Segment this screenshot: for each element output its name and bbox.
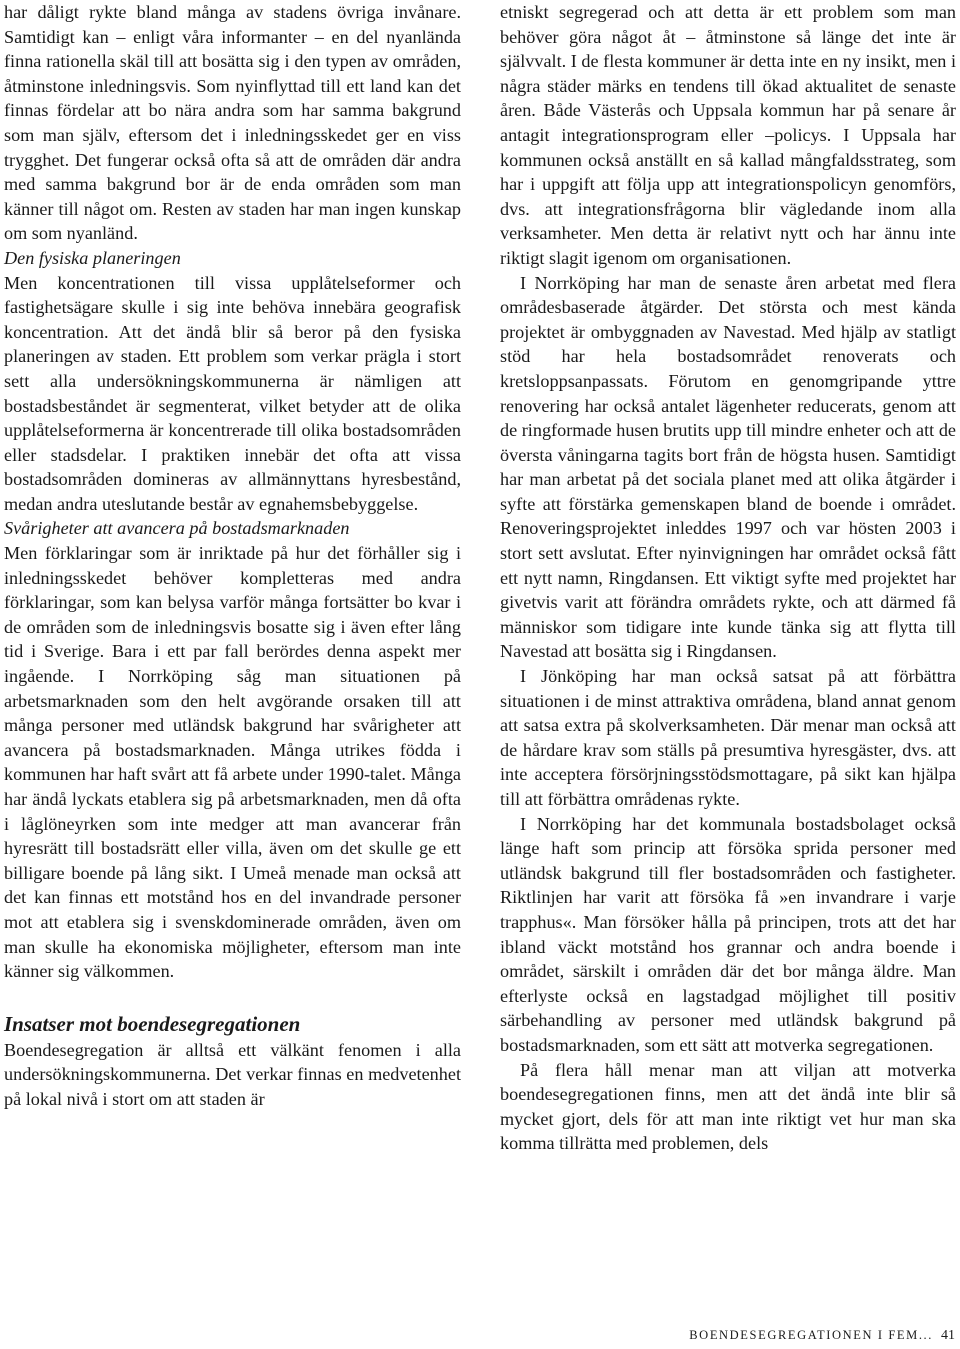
- section-heading: Insatser mot boendesegregationen: [4, 1011, 301, 1036]
- paragraph: Men förklaringar som är inriktade på hur det förhåller sig i inledningsskedet behöver kompletteras med andra förklaringar, som kan belysa varför många fortsätter bo kvar i de områden som de inledningsvis bosatte sig i även efter lång tid i Sverige. Bara i ett par fall berördes denna aspekt mer ingående. I Norrköping såg man situationen på arbetsmarknaden som den helt avgörande orsaken till att många personer med utländsk bakgrund har svårigheter att avancera på bostadsmarknaden. Många utrikes födda i kommunen har haft svårt att få arbete under 1990-talet. Många har ändå lyckats etablera sig på arbetsmarknaden, men då ofta i låglöneyrken som inte medger att man avancerar från hyresrätt till bostadsrätt eller villa, även om det skulle ge ett billigare boende på lång sikt. I Umeå menade man också att det kan finnas ett motstånd hos en del invandrade personer mot att etablera sig i svenskdominerade områden, även om man skulle ha ekonomiska möjligheter, eftersom man inte känner sig välkommen.: [4, 543, 461, 982]
- subheading-physical-planning: Den fysiska planeringen: [4, 247, 181, 268]
- left-column: [4, 0, 461, 1112]
- paragraph: I Norrköping har det kommunala bostadsbolaget också länge haft som princip att försöka sprida personer med utländsk bakgrund till fler bostadsområden och fastigheter. Riktlinjen har varit att försöka få »en invandrare i varje trapphus«. Man försöker hålla på principen, trots att det har ibland väckt motstånd hos grannar och andra boende i området, särskilt i områden där det bor många äldre. Man efterlyste också en lagstadgad möjlighet till positiv särbehandling av personer med utländsk bakgrund på bostadsmarknaden, som ett sätt att motverka segregationen.: [500, 813, 956, 1055]
- paragraph: I Jönköping har man också satsat på att förbättra situationen i de minst attraktiva områdena, bland annat genom att satsa extra på skolverksamheten. Där menar man också att de hårdare krav som ställs på presumtiva hyresgäster, dvs. att inte acceptera försörjningsstödsmottagare, på sikt kan hjälpa till att förbättra områdenas rykte.: [500, 666, 956, 809]
- right-column: [500, 0, 956, 1156]
- running-title: BOENDESEGREGATIONEN I FEM...: [689, 1328, 933, 1342]
- paragraph: På flera håll menar man att viljan att motverka boendesegregationen finns, men att det ändå inte blir så mycket gjort, dels för att man inte riktigt vet hur man ska komma tillrätta med problemen, dels: [500, 1059, 956, 1154]
- paragraph: har dåligt rykte bland många av stadens övriga invånare. Samtidigt kan – enligt våra informanter – en del nyanlända finna rationella skäl till att bosätta sig i den typen av områden, åtminstone inledningsvis. Som nyinflyttad till ett land kan det finnas fördelar att bo nära andra som har samma bakgrund som man själv, eftersom det i inledningsskedet ger en viss trygghet. Det fungerar också ofta så att de områden där andra med samma bakgrund bor är de enda områden som man känner till något om. Resten av staden har man ingen kunskap om som nyanländ.: [4, 2, 461, 244]
- paragraph: Boendesegregation är alltså ett välkänt fenomen i alla undersökningskommunerna. Det verkar finnas en medvetenhet på lokal nivå i stort om att staden är: [4, 1039, 461, 1109]
- paragraph: Men koncentrationen till vissa upplåtelseformer och fastighetsägare skulle i sig inte behöva innebära geografisk koncentration. Att det ändå blir så beror på den fysiska planeringen av staden. Ett problem som verkar prägla i stort sett alla undersökningskommunerna är nämligen att bostadsbeståndet är segmenterat, vilket betyder att de olika upplåtelseformerna är koncentrerade till olika bostadsområden eller stadsdelar. I praktiken innebär det ofta att vissa bostadsområden domineras av allmännyttans hyresbestånd, medan andra uteslutande består av egnahemsbebyggelse.: [4, 272, 461, 514]
- paragraph: I Norrköping har man de senaste åren arbetat med flera områdesbaserade åtgärder. Det största och mest kända projektet är ombyggnaden av Navestad. Med hjälp av statligt stöd har hela bostadsområdet renoverats och kretsloppsanpassats. Förutom en genomgripande yttre renovering har också antalet lägenheter reducerats, genom att de ringformade husen brutits upp till mindre enheter och att de översta våningarna tagits bort från de högsta husen. Samtidigt har man arbetat på det sociala planet med att olika åtgärder i syfte att förstärka gemenskapen bland de boende i området. Renoveringsprojektet inleddes 1997 och var hösten 2003 i stort sett avslutat. Efter nyinvigningen har området också fått ett nytt namn, Ringdansen. Ett viktigt syfte med projektet har givetvis varit att förändra områdets rykte, och att därmed få människor som tidigare inte kunde tänka sig att flytta till Navestad att bosätta sig i Ringdansen.: [500, 272, 956, 662]
- page-number: 41: [941, 1328, 955, 1343]
- page-footer: [689, 1328, 955, 1344]
- subheading-housing-market: Svårigheter att avancera på bostadsmarknaden: [4, 518, 350, 539]
- paragraph: etniskt segregerad och att detta är ett problem som man behöver göra något åt – åtminstone så länge det inte är självvalt. I de flesta kommuner är detta inte en ny insikt, men i några städer märks en tendens till ökad aktualitet de senaste åren. Både Västerås och Uppsala kommun har på senare år antagit integrationsprogram eller –policys. I Uppsala har kommunen också anställt en så kallad mångfaldsstrateg, som har i uppgift att följa upp att integrationspolicyn genomförs, dvs. att integrationsfrågorna blir vägledande inom alla verksamheter. Men detta är relativt nytt och har ännu inte riktigt slagit igenom om organisationen.: [500, 2, 956, 268]
